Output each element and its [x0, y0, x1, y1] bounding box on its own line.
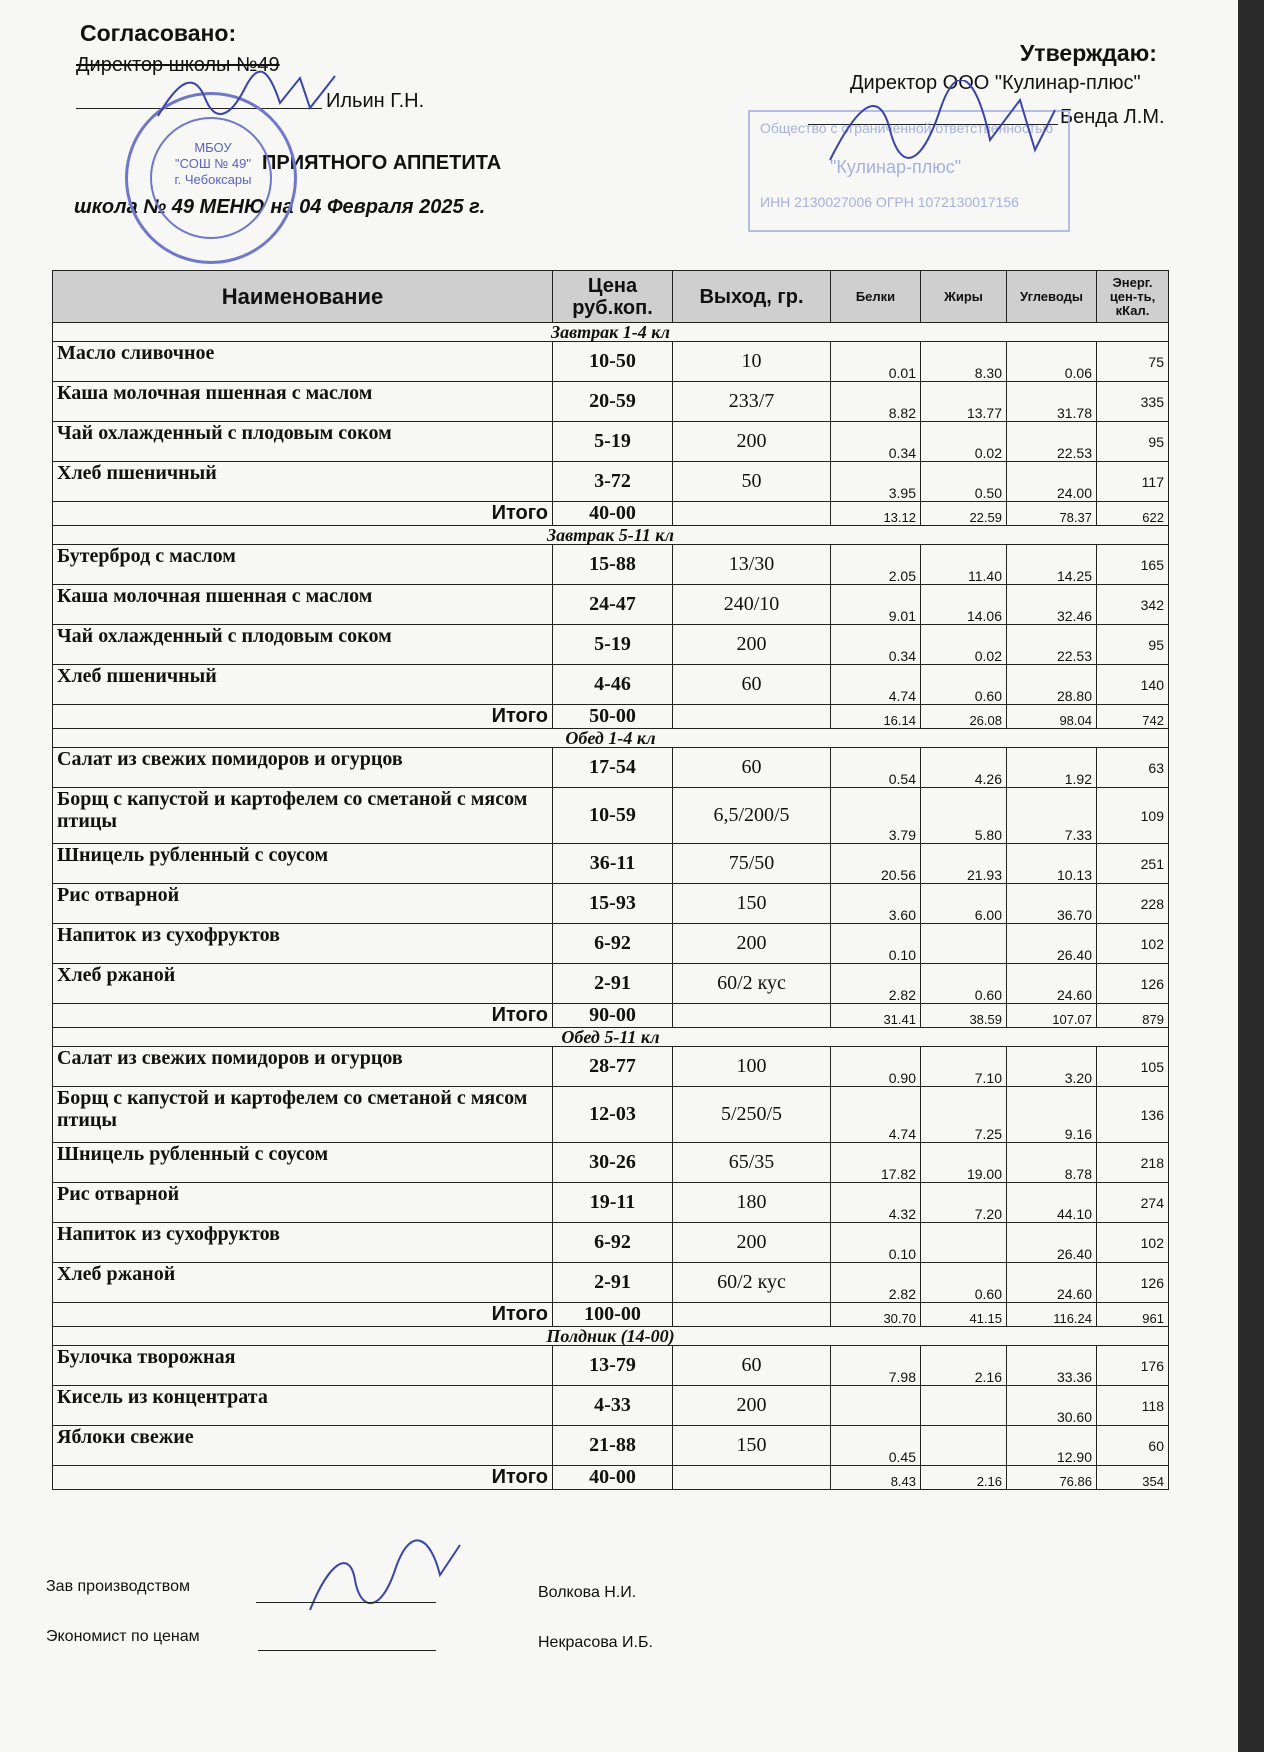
total-fat: 22.59: [921, 502, 1007, 526]
total-label: Итого: [53, 1303, 553, 1327]
item-kcal: 105: [1097, 1047, 1169, 1087]
item-weight: 65/35: [673, 1143, 831, 1183]
table-row: [53, 1263, 1169, 1303]
item-fat: 21.93: [921, 844, 1007, 884]
item-fat: 11.40: [921, 545, 1007, 585]
total-fat: 2.16: [921, 1466, 1007, 1490]
total-price: 50-00: [553, 705, 673, 729]
item-kcal: 251: [1097, 844, 1169, 884]
item-carbs: 1.92: [1007, 748, 1097, 788]
item-kcal: 140: [1097, 665, 1169, 705]
item-kcal: 102: [1097, 924, 1169, 964]
item-name: Шницель рубленный с соусом: [53, 844, 553, 884]
item-name: Хлеб ржаной: [53, 1263, 553, 1303]
section-title: Завтрак 5-11 кл: [53, 526, 1169, 545]
item-name: Салат из свежих помидоров и огурцов: [53, 748, 553, 788]
item-carbs: 36.70: [1007, 884, 1097, 924]
item-carbs: 33.36: [1007, 1346, 1097, 1386]
item-kcal: 126: [1097, 1263, 1169, 1303]
director-company-name: Бенда Л.М.: [1060, 106, 1165, 128]
item-protein: 0.10: [831, 1223, 921, 1263]
item-price: 3-72: [553, 462, 673, 502]
table-row: [53, 884, 1169, 924]
item-weight: 150: [673, 1426, 831, 1466]
item-price: 15-88: [553, 545, 673, 585]
item-protein: [831, 1386, 921, 1426]
menu-table: [52, 270, 1169, 1490]
item-name: Яблоки свежие: [53, 1426, 553, 1466]
item-name: Борщ с капустой и картофелем со сметаной с мясом птицы: [53, 1087, 553, 1143]
item-name: Масло сливочное: [53, 342, 553, 382]
production-role: Зав производством: [46, 1578, 190, 1595]
total-kcal: 879: [1097, 1004, 1169, 1028]
item-fat: 0.50: [921, 462, 1007, 502]
item-name: Рис отварной: [53, 1183, 553, 1223]
item-kcal: 95: [1097, 625, 1169, 665]
col-header-price: Цена руб.коп.: [553, 271, 673, 323]
item-weight: 60: [673, 1346, 831, 1386]
item-fat: 14.06: [921, 585, 1007, 625]
item-protein: 2.82: [831, 964, 921, 1004]
total-row: [53, 705, 1169, 729]
item-name: Шницель рубленный с соусом: [53, 1143, 553, 1183]
table-row: [53, 1346, 1169, 1386]
total-protein: 31.41: [831, 1004, 921, 1028]
item-carbs: 12.90: [1007, 1426, 1097, 1466]
item-price: 4-33: [553, 1386, 673, 1426]
approved-right-heading: Утверждаю:: [1020, 40, 1157, 66]
item-fat: 7.20: [921, 1183, 1007, 1223]
total-protein: 16.14: [831, 705, 921, 729]
item-name: Кисель из концентрата: [53, 1386, 553, 1426]
item-protein: 3.79: [831, 788, 921, 844]
item-name: Булочка творожная: [53, 1346, 553, 1386]
section-title: Завтрак 1-4 кл: [53, 323, 1169, 342]
total-kcal: 354: [1097, 1466, 1169, 1490]
total-protein: 13.12: [831, 502, 921, 526]
item-kcal: 218: [1097, 1143, 1169, 1183]
item-kcal: 117: [1097, 462, 1169, 502]
table-row: [53, 1223, 1169, 1263]
item-weight: 200: [673, 1386, 831, 1426]
section-row: [53, 1327, 1169, 1346]
item-name: Рис отварной: [53, 884, 553, 924]
item-kcal: 342: [1097, 585, 1169, 625]
item-weight: 50: [673, 462, 831, 502]
item-protein: 3.95: [831, 462, 921, 502]
total-fat: 26.08: [921, 705, 1007, 729]
item-price: 15-93: [553, 884, 673, 924]
table-row: [53, 788, 1169, 844]
item-fat: 0.60: [921, 665, 1007, 705]
item-name: Чай охлажденный с плодовым соком: [53, 625, 553, 665]
total-fat: 41.15: [921, 1303, 1007, 1327]
section-row: [53, 1028, 1169, 1047]
item-kcal: 102: [1097, 1223, 1169, 1263]
item-fat: 7.25: [921, 1087, 1007, 1143]
menu-subtitle: школа № 49 МЕНЮ на 04 Февраля 2025 г.: [74, 196, 486, 218]
total-row: [53, 502, 1169, 526]
item-name: Салат из свежих помидоров и огурцов: [53, 1047, 553, 1087]
item-name: Чай охлажденный с плодовым соком: [53, 422, 553, 462]
item-protein: 0.34: [831, 625, 921, 665]
item-name: Борщ с капустой и картофелем со сметаной с мясом птицы: [53, 788, 553, 844]
item-fat: [921, 1426, 1007, 1466]
item-protein: 0.54: [831, 748, 921, 788]
total-carbs: 116.24: [1007, 1303, 1097, 1327]
production-name: Волкова Н.И.: [538, 1584, 637, 1601]
item-weight: 240/10: [673, 585, 831, 625]
item-kcal: 228: [1097, 884, 1169, 924]
section-title: Обед 5-11 кл: [53, 1028, 1169, 1047]
production-signature-line: [256, 1602, 436, 1603]
item-weight: 60: [673, 665, 831, 705]
economist-name: Некрасова И.Б.: [538, 1634, 653, 1651]
total-label: Итого: [53, 1004, 553, 1028]
table-row: [53, 844, 1169, 884]
col-header-fat: Жиры: [921, 271, 1007, 323]
item-price: 6-92: [553, 924, 673, 964]
item-price: 6-92: [553, 1223, 673, 1263]
total-weight-empty: [673, 1303, 831, 1327]
item-price: 13-79: [553, 1346, 673, 1386]
item-weight: 200: [673, 924, 831, 964]
total-kcal: 742: [1097, 705, 1169, 729]
item-carbs: 31.78: [1007, 382, 1097, 422]
table-row: [53, 422, 1169, 462]
item-fat: 0.02: [921, 625, 1007, 665]
table-row: [53, 1143, 1169, 1183]
item-kcal: 274: [1097, 1183, 1169, 1223]
production-signature: [300, 1530, 470, 1620]
total-row: [53, 1466, 1169, 1490]
table-row: [53, 1426, 1169, 1466]
item-weight: 200: [673, 1223, 831, 1263]
item-carbs: 3.20: [1007, 1047, 1097, 1087]
item-protein: 8.82: [831, 382, 921, 422]
item-weight: 60: [673, 748, 831, 788]
item-name: Каша молочная пшенная с маслом: [53, 585, 553, 625]
item-protein: 20.56: [831, 844, 921, 884]
table-row: [53, 665, 1169, 705]
director-school-name: Ильин Г.Н.: [326, 90, 425, 112]
item-carbs: 9.16: [1007, 1087, 1097, 1143]
item-carbs: 0.06: [1007, 342, 1097, 382]
item-carbs: 7.33: [1007, 788, 1097, 844]
total-weight-empty: [673, 1466, 831, 1490]
item-kcal: 335: [1097, 382, 1169, 422]
total-carbs: 76.86: [1007, 1466, 1097, 1490]
item-name: Хлеб пшеничный: [53, 462, 553, 502]
item-carbs: 24.60: [1007, 964, 1097, 1004]
director-school-title: Директор школы №49: [76, 54, 280, 76]
item-weight: 200: [673, 422, 831, 462]
item-name: Хлеб пшеничный: [53, 665, 553, 705]
item-price: 4-46: [553, 665, 673, 705]
director-company-title: Директор ООО "Кулинар-плюс": [850, 72, 1141, 94]
item-price: 5-19: [553, 625, 673, 665]
item-protein: 17.82: [831, 1143, 921, 1183]
item-kcal: 63: [1097, 748, 1169, 788]
item-fat: 13.77: [921, 382, 1007, 422]
col-header-weight: Выход, гр.: [673, 271, 831, 323]
section-title: Полдник (14-00): [53, 1327, 1169, 1346]
director-company-signature: [820, 80, 1060, 180]
item-weight: 150: [673, 884, 831, 924]
item-fat: 0.60: [921, 964, 1007, 1004]
item-price: 30-26: [553, 1143, 673, 1183]
item-weight: 60/2 кус: [673, 964, 831, 1004]
economist-signature-line: [258, 1650, 436, 1651]
total-protein: 8.43: [831, 1466, 921, 1490]
item-price: 19-11: [553, 1183, 673, 1223]
total-weight-empty: [673, 1004, 831, 1028]
total-price: 40-00: [553, 502, 673, 526]
total-fat: 38.59: [921, 1004, 1007, 1028]
economist-role: Экономист по ценам: [46, 1628, 200, 1645]
item-kcal: 60: [1097, 1426, 1169, 1466]
table-row: [53, 964, 1169, 1004]
item-weight: 200: [673, 625, 831, 665]
total-price: 90-00: [553, 1004, 673, 1028]
item-kcal: 126: [1097, 964, 1169, 1004]
total-label: Итого: [53, 1466, 553, 1490]
item-kcal: 95: [1097, 422, 1169, 462]
table-row: [53, 748, 1169, 788]
item-fat: [921, 924, 1007, 964]
item-fat: 0.60: [921, 1263, 1007, 1303]
item-price: 10-50: [553, 342, 673, 382]
total-label: Итого: [53, 502, 553, 526]
item-carbs: 26.40: [1007, 924, 1097, 964]
item-weight: 180: [673, 1183, 831, 1223]
col-header-name: Наименование: [53, 271, 553, 323]
item-weight: 6,5/200/5: [673, 788, 831, 844]
item-fat: 7.10: [921, 1047, 1007, 1087]
item-kcal: 136: [1097, 1087, 1169, 1143]
item-kcal: 165: [1097, 545, 1169, 585]
total-price: 40-00: [553, 1466, 673, 1490]
company-stamp: Общество с ограниченной ответственностью "Кулинар-плюс" ИНН 2130027006 ОГРН 1072130017156: [748, 110, 1070, 232]
item-protein: 0.45: [831, 1426, 921, 1466]
item-carbs: 24.00: [1007, 462, 1097, 502]
item-protein: 2.82: [831, 1263, 921, 1303]
item-carbs: 8.78: [1007, 1143, 1097, 1183]
total-label: Итого: [53, 705, 553, 729]
section-title: Обед 1-4 кл: [53, 729, 1169, 748]
item-carbs: 30.60: [1007, 1386, 1097, 1426]
item-weight: 233/7: [673, 382, 831, 422]
item-protein: 0.34: [831, 422, 921, 462]
item-price: 28-77: [553, 1047, 673, 1087]
total-row: [53, 1303, 1169, 1327]
item-kcal: 109: [1097, 788, 1169, 844]
table-row: [53, 1183, 1169, 1223]
item-protein: 2.05: [831, 545, 921, 585]
table-row: [53, 924, 1169, 964]
item-price: 36-11: [553, 844, 673, 884]
school-seal-text: МБОУ "СОШ № 49" г. Чебоксары: [174, 140, 252, 187]
item-weight: 10: [673, 342, 831, 382]
item-fat: 2.16: [921, 1346, 1007, 1386]
table-row: [53, 1386, 1169, 1426]
item-carbs: 22.53: [1007, 625, 1097, 665]
item-name: Бутерброд с маслом: [53, 545, 553, 585]
item-kcal: 176: [1097, 1346, 1169, 1386]
total-kcal: 622: [1097, 502, 1169, 526]
item-fat: 0.02: [921, 422, 1007, 462]
item-price: 2-91: [553, 964, 673, 1004]
menu-title: ПРИЯТНОГО АППЕТИТА: [262, 152, 502, 174]
item-fat: 8.30: [921, 342, 1007, 382]
item-protein: 4.74: [831, 1087, 921, 1143]
item-kcal: 75: [1097, 342, 1169, 382]
item-fat: 19.00: [921, 1143, 1007, 1183]
item-protein: 9.01: [831, 585, 921, 625]
item-price: 21-88: [553, 1426, 673, 1466]
item-carbs: 28.80: [1007, 665, 1097, 705]
table-row: [53, 545, 1169, 585]
item-name: Напиток из сухофруктов: [53, 924, 553, 964]
item-protein: 0.90: [831, 1047, 921, 1087]
table-row: [53, 342, 1169, 382]
item-weight: 60/2 кус: [673, 1263, 831, 1303]
total-row: [53, 1004, 1169, 1028]
table-header-row: [53, 271, 1169, 323]
item-protein: 4.32: [831, 1183, 921, 1223]
menu-table-body: [53, 323, 1169, 1490]
table-row: [53, 1087, 1169, 1143]
item-protein: 4.74: [831, 665, 921, 705]
item-protein: 0.01: [831, 342, 921, 382]
item-fat: [921, 1223, 1007, 1263]
item-fat: [921, 1386, 1007, 1426]
item-carbs: 24.60: [1007, 1263, 1097, 1303]
item-price: 17-54: [553, 748, 673, 788]
table-row: [53, 462, 1169, 502]
total-carbs: 107.07: [1007, 1004, 1097, 1028]
total-carbs: 78.37: [1007, 502, 1097, 526]
item-weight: 100: [673, 1047, 831, 1087]
director-school-signature: [150, 68, 340, 128]
item-carbs: 26.40: [1007, 1223, 1097, 1263]
total-protein: 30.70: [831, 1303, 921, 1327]
total-weight-empty: [673, 705, 831, 729]
section-row: [53, 323, 1169, 342]
item-name: Хлеб ржаной: [53, 964, 553, 1004]
item-carbs: 10.13: [1007, 844, 1097, 884]
col-header-energy: Энерг. цен-ть, кКал.: [1097, 271, 1169, 323]
approved-left-heading: Согласовано:: [80, 20, 237, 46]
item-price: 24-47: [553, 585, 673, 625]
total-price: 100-00: [553, 1303, 673, 1327]
item-carbs: 32.46: [1007, 585, 1097, 625]
item-protein: 7.98: [831, 1346, 921, 1386]
total-kcal: 961: [1097, 1303, 1169, 1327]
item-weight: 5/250/5: [673, 1087, 831, 1143]
item-name: Напиток из сухофруктов: [53, 1223, 553, 1263]
table-row: [53, 382, 1169, 422]
item-price: 5-19: [553, 422, 673, 462]
section-row: [53, 526, 1169, 545]
item-protein: 3.60: [831, 884, 921, 924]
section-row: [53, 729, 1169, 748]
item-price: 10-59: [553, 788, 673, 844]
col-header-carbs: Углеводы: [1007, 271, 1097, 323]
item-price: 2-91: [553, 1263, 673, 1303]
table-row: [53, 625, 1169, 665]
item-carbs: 44.10: [1007, 1183, 1097, 1223]
total-weight-empty: [673, 502, 831, 526]
col-header-protein: Белки: [831, 271, 921, 323]
item-fat: 5.80: [921, 788, 1007, 844]
item-weight: 75/50: [673, 844, 831, 884]
item-weight: 13/30: [673, 545, 831, 585]
item-protein: 0.10: [831, 924, 921, 964]
item-fat: 4.26: [921, 748, 1007, 788]
total-carbs: 98.04: [1007, 705, 1097, 729]
table-row: [53, 1047, 1169, 1087]
item-carbs: 14.25: [1007, 545, 1097, 585]
item-kcal: 118: [1097, 1386, 1169, 1426]
item-price: 12-03: [553, 1087, 673, 1143]
item-name: Каша молочная пшенная с маслом: [53, 382, 553, 422]
item-carbs: 22.53: [1007, 422, 1097, 462]
item-price: 20-59: [553, 382, 673, 422]
item-fat: 6.00: [921, 884, 1007, 924]
table-row: [53, 585, 1169, 625]
